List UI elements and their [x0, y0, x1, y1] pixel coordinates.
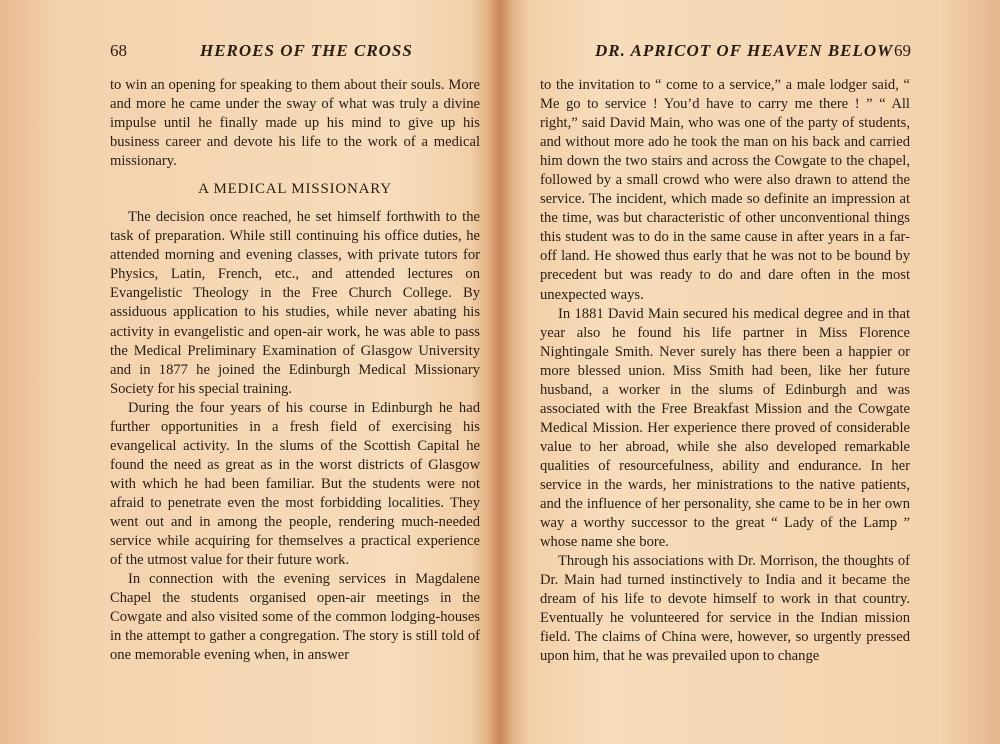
right-page [500, 0, 1000, 744]
left-running-head [110, 40, 480, 62]
right-running-title: DR. APRICOT OF HEAVEN BELOW [595, 41, 894, 60]
left-page-text [110, 76, 480, 665]
left-running-title: HEROES OF THE CROSS [200, 41, 413, 60]
right-paragraph-3: Through his associations with Dr. Morrison, the thoughts of Dr. Main had turned instinctively to India and it became the dream of his life to devote himself to work in that country. Eventually he volunteered for service in the Indian mission field. The claims of China were, however, so urgently pressed upon him, that he was prevailed upon to change [540, 553, 910, 665]
left-paragraph-1: to win an opening for speaking to them about their souls. More and more he came under the sway of what was truly a divine impulse until he finally made up his mind to give up his business career and devote his life to the work of a medical missionary. [110, 77, 480, 170]
left-paragraph-3: During the four years of his course in Edinburgh he had further opportunities in a fresh field of exercising his evangelical activity. In the slums of the Scottish Capital he found the need as great as in the worst districts of Glasgow with which he had been familiar. But the students were not afraid to penetrate even the most forbidding localities. They went out and in among the people, rendering much-needed service while acquiring for themselves a practical experience of the utmost value for their future work. [110, 399, 480, 569]
right-paragraph-2: In 1881 David Main secured his medical degree and in that year also he found his life partner in Miss Florence Nightingale Smith. Never surely has there been a happier or more blessed union. Miss Smith had been, like her future husband, a worker in the slums of Edinburgh and was associated with the Free Breakfast Mission and the Cowgate Medical Mission. Her experience there proved of considerable value to her abroad, while she also developed remarkable qualities of resourcefulness, ability and endurance. In her service in the wards, her ministrations to the native patients, and the influence of her personality, she came to be in her own way a worthy successor to the great “ Lady of the Lamp ” whose name she bore. [540, 305, 910, 551]
left-paragraph-4: In connection with the evening services in Magdalene Chapel the students organised open-air meetings in the Cowgate and also visited some of the common lodging-houses in the attempt to gather a congregation. The story is still told of one memorable evening when, in answer [110, 571, 480, 664]
left-page-number: 68 [110, 41, 127, 60]
left-paragraph-2: The decision once reached, he set himself forthwith to the task of preparation. While still continuing his office duties, he attended morning and evening classes, with private tutors for Physics, Latin, French, etc., and attended lectures on Evangelistic Theology in the Free Church College. By assiduous application to his studies, while never abating his activity in evangelistic and open-air work, he was able to pass the Medical Preliminary Examination of Glasgow University and in 1877 he joined the Edinburgh Medical Missionary Society for his special training. [110, 209, 480, 397]
right-running-head [540, 40, 912, 62]
section-heading: A MEDICAL MISSIONARY [198, 181, 392, 198]
right-page-text [540, 76, 910, 666]
right-paragraph-1: to the invitation to “ come to a service,” a male lodger said, “ Me go to service ! You’d have to carry me there ! ” “ All right,” said David Main, who was one of the party of students, and without more ado he took the man on his back and carried him down the two stairs and across the Cowgate to the chapel, followed by a small crowd who were also drawn to attend the service. The incident, which made so definite an impression at the time, was but characteristic of other unconventional things this student was to do in the same cause in after years in a far-off land. He showed thus early that he was not to be bound by precedent but was ready to do and dare often in the most unexpected ways. [540, 77, 910, 303]
right-page-number: 69 [894, 41, 911, 60]
